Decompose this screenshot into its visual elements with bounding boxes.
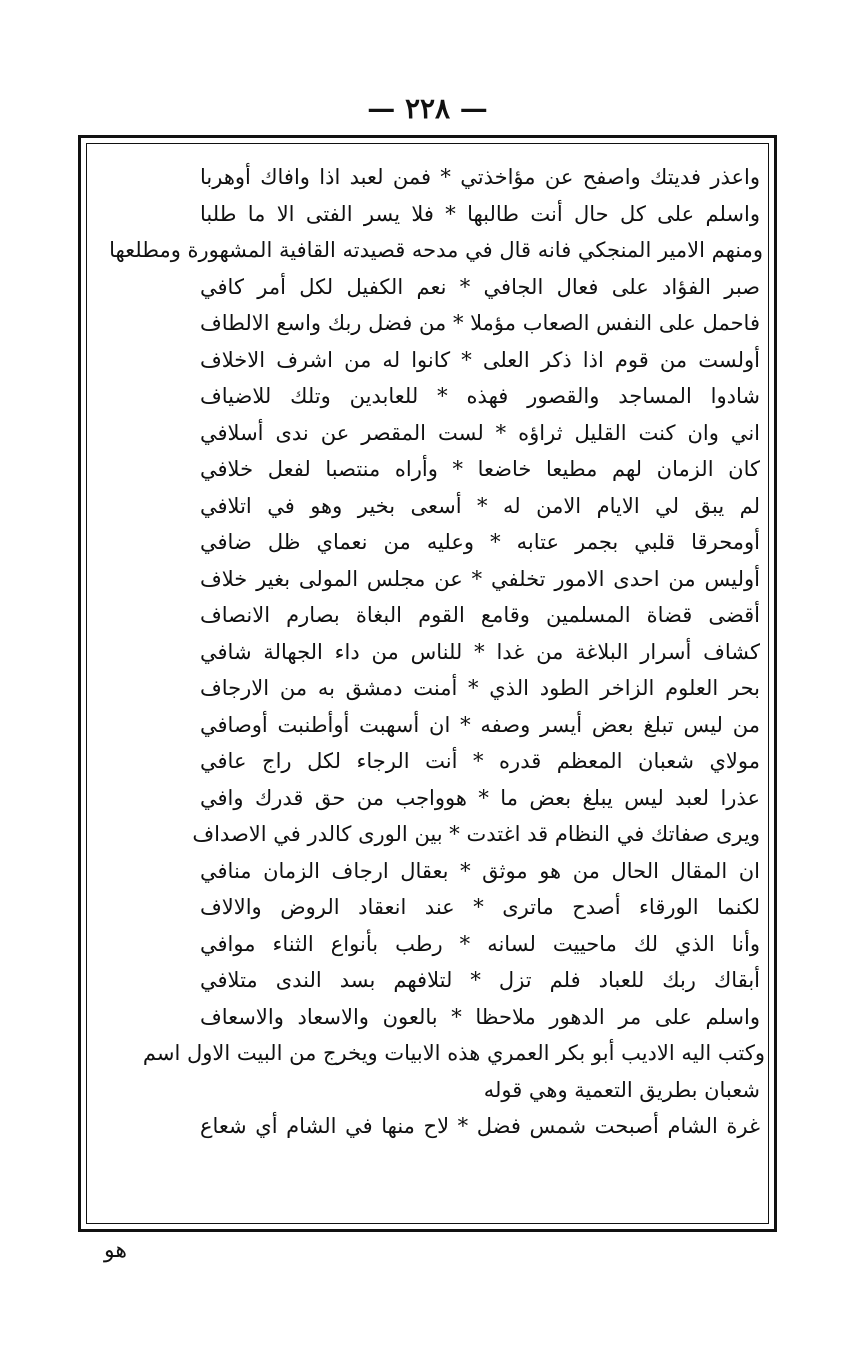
verse-line: أبقاك ربك للعباد فلم تزل * لتلافهم بسد الندى متلافي xyxy=(200,968,760,992)
verse-line: لم يبق لي الايام الامن له * أسعى بخير وهو في اتلافي xyxy=(200,493,760,518)
verse-line: عذرا لعبد ليس يبلغ بعض ما * هوواجب من حق قدرك وافي xyxy=(200,785,760,810)
verse-line: صبر الفؤاد على فعال الجافي * نعم الكفيل لكل أمر كافي xyxy=(200,274,760,299)
verse-line: شادوا المساجد والقصور فهذه * للعابدين وتلك للاضياف xyxy=(200,384,760,408)
verse-line: لكنما الورقاء أصدح ماترى * عند انعقاد الروض والالاف xyxy=(200,895,760,919)
verse-line: فاحمل على النفس الصعاب مؤملا * من فضل ربك واسع الالطاف xyxy=(200,311,760,335)
page-number: — ٢٢٨ — xyxy=(367,92,488,125)
verse-line: بحر العلوم الزاخر الطود الذي * أمنت دمشق به من الارجاف xyxy=(200,676,760,700)
verse-line: أقضى قضاة المسلمين وقامع القوم البغاة بصارم الانصاف xyxy=(200,603,760,627)
verse-line: واسلم على كل حال أنت طالبها * فلا يسر الفتى الا ما طلبا xyxy=(200,201,760,226)
prose-line: شعبان بطريق التعمية وهي قوله xyxy=(483,1077,760,1102)
verse-line: واعذر فديتك واصفح عن مؤاخذتي * فمن لعبد اذا وافاك أوهربا xyxy=(200,165,760,189)
verse-line: أولست من قوم اذا ذكر العلى * كانوا له من اشرف الاخلاف xyxy=(200,347,760,372)
verse-line: من ليس تبلغ بعض أيسر وصفه * ان أسهبت أوأطنبت أوصافي xyxy=(200,712,760,737)
verse-line: اني وان كنت القليل ثراؤه * لست المقصر عن ندى أسلافي xyxy=(200,420,760,445)
prose-line: ومنهم الامير المنجكي فانه قال في مدحه قصيدته القافية المشهورة ومطلعها xyxy=(109,238,763,262)
verse-line: مولاي شعبان المعظم قدره * أنت الرجاء لكل راج عافي xyxy=(200,749,760,773)
verse-line: واسلم على مر الدهور ملاحظا * بالعون والاسعاد والاسعاف xyxy=(200,1004,760,1029)
catchword: هو xyxy=(104,1238,127,1263)
verse-line: كشاف أسرار البلاغة من غدا * للناس من داء الجهالة شافي xyxy=(200,639,760,664)
verse-line: ويرى صفاتك في النظام قد اغتدت * بين الورى كالدر في الاصداف xyxy=(192,822,760,846)
verse-line: ان المقال الحال من هو موثق * بعقال ارجاف الزمان منافي xyxy=(200,858,760,883)
prose-line: وكتب اليه الاديب أبو بكر العمري هذه الابيات ويخرج من البيت الاول اسم xyxy=(142,1041,765,1065)
verse-line: أومحرقا قلبي بجمر عتابه * وعليه من نعماي ظل ضافي xyxy=(200,530,760,554)
verse-line: غرة الشام أصبحت شمس فضل * لاح منها في الشام أي شعاع xyxy=(200,1114,760,1138)
verse-line: وأنا الذي لك ماحييت لسانه * رطب بأنواع الثناء موافي xyxy=(200,931,760,956)
verse-line: كان الزمان لهم مطيعا خاضعا * وأراه منتصبا لفعل خلافي xyxy=(200,457,760,481)
verse-line: أوليس من احدى الامور تخلفي * عن مجلس المولى بغير خلاف xyxy=(200,566,760,591)
